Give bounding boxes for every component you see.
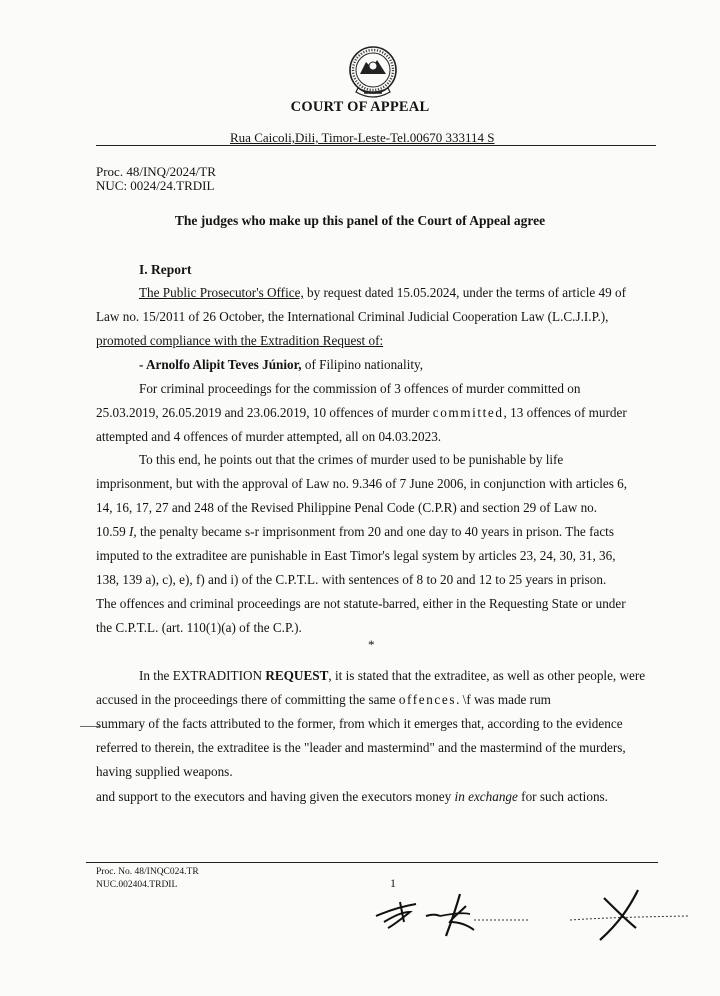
page-number: 1 (390, 876, 396, 890)
extradition-line: referred to therein, the extraditee is the "leader and mastermind" and the mastermind of the murders, (96, 740, 626, 755)
decision-heading: The judges who make up this panel of the Court of Appeal agree (174, 213, 546, 228)
report-line: 10.59 I, the penalty became s-r imprisonment from 20 and one day to 40 years in prison. The facts (96, 524, 614, 539)
report-line: promoted compliance with the Extradition Request of: (96, 333, 384, 348)
report-line: The offences and criminal proceedings are not statute-barred, either in the Requesting State or under (96, 596, 626, 611)
report-line: Law no. 15/2011 of 26 October, the International Criminal Judicial Cooperation Law (L.C.J.I.P.), (96, 309, 609, 324)
report-line: To this end, he points out that the crimes of murder used to be punishable by life (139, 452, 564, 467)
signature-judge-two (560, 884, 700, 944)
extraditee-line: - Arnolfo Alipit Teves Júnior, of Filipino nationality, (139, 357, 424, 372)
court-name: COURT OF APPEAL (290, 99, 430, 115)
report-line: attempted and 4 offences of murder attempted, all on 04.03.2023. (96, 429, 442, 444)
footer-proc: Proc. No. 48/INQC024.TR (96, 867, 199, 877)
prosecutor-office-text: The Public Prosecutor's Office, (139, 285, 304, 300)
proc-number: Proc. 48/INQ/2024/TR (96, 164, 216, 179)
extradition-line: summary of the facts attributed to the former, from which it emerges that, according to the evidence (96, 716, 623, 731)
header-divider (96, 145, 656, 146)
report-line: the C.P.T.L. (art. 110(1)(a) of the C.P.). (96, 620, 302, 635)
court-address: Rua Caicoli,Dili, Timor-Leste-Tel.00670 333114 S (230, 130, 495, 145)
report-line: 25.03.2019, 26.05.2019 and 23.06.2019, 10 offences of murder committed, 13 offences of murder (96, 405, 627, 420)
report-line: 138, 139 a), c), e), f) and i) of the C.P.T.L. with sentences of 8 to 20 and 12 to 25 years in prison. (96, 572, 607, 587)
report-line: 14, 16, 17, 27 and 248 of the Revised Philippine Penal Code (C.P.R) and section 29 of Law no. (96, 500, 598, 515)
footer-nuc: NUC.002404.TRDIL (96, 880, 178, 890)
extradition-line: having supplied weapons. (96, 764, 233, 779)
section-title: I. Report (139, 262, 192, 277)
extradition-line: accused in the proceedings there of committing the same offences. \f was made rum (96, 692, 551, 707)
signature-judge-one (370, 886, 530, 946)
report-line: The Public Prosecutor's Office, by request dated 15.05.2024, under the terms of article 49 of (139, 285, 627, 300)
extradition-line: In the EXTRADITION REQUEST, it is stated that the extraditee, as well as other people, were (139, 668, 646, 683)
report-line: For criminal proceedings for the commission of 3 offences of murder committed on (139, 381, 581, 396)
extradition-line: and support to the executors and having given the executors money in exchange for such actions. (96, 789, 608, 804)
extraditee-name: - Arnolfo Alipit Teves Júnior, (139, 357, 302, 372)
margin-dashes: ___ (80, 713, 100, 728)
report-line: imprisonment, but with the approval of Law no. 9.346 of 7 June 2006, in conjunction with articles 6, (96, 476, 628, 491)
nuc-number: NUC: 0024/24.TRDIL (96, 178, 215, 193)
report-line: imputed to the extraditee are punishable in East Timor's legal system by articles 23, 24, 30, 31, 36, (96, 548, 616, 563)
court-seal-icon (336, 44, 410, 104)
section-separator: * (368, 637, 375, 652)
footer-divider (86, 862, 658, 863)
